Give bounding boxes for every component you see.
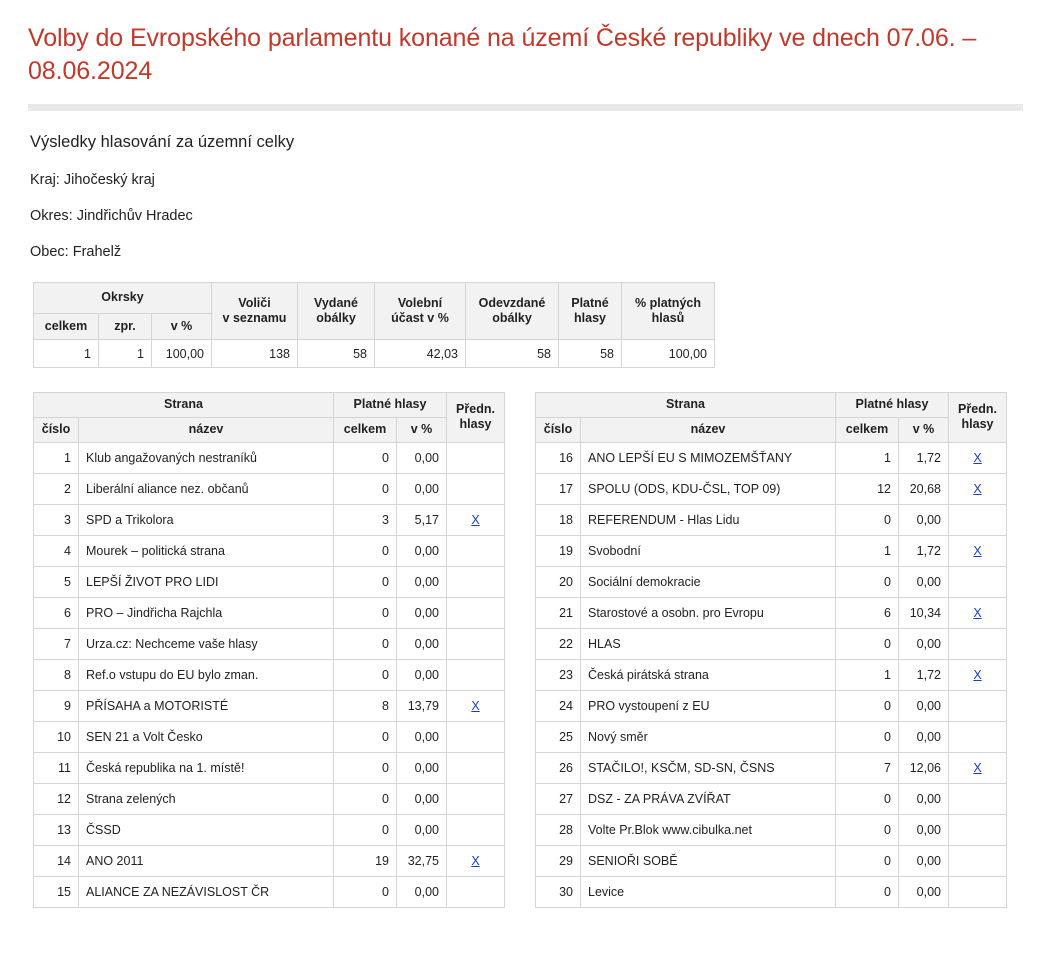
- party-votes-percent: 5,17: [397, 504, 447, 535]
- header-nazev: název: [581, 417, 836, 442]
- party-results-table-left: [33, 392, 505, 907]
- party-name: Starostové a osobn. pro Evropu: [581, 597, 836, 628]
- table-row: [34, 504, 505, 535]
- party-name: Mourek – politická strana: [79, 535, 334, 566]
- party-number: 19: [536, 535, 581, 566]
- preferential-votes-cell: [447, 721, 505, 752]
- preferential-votes-link[interactable]: X: [973, 450, 982, 465]
- preferential-votes-cell: [447, 535, 505, 566]
- party-votes-total: 0: [836, 690, 899, 721]
- party-votes-total: 0: [334, 628, 397, 659]
- preferential-votes-link[interactable]: X: [973, 760, 982, 775]
- party-votes-total: 0: [334, 597, 397, 628]
- party-name: HLAS: [581, 628, 836, 659]
- party-name: LEPŠÍ ŽIVOT PRO LIDI: [79, 566, 334, 597]
- table-row: [34, 340, 715, 368]
- party-number: 17: [536, 473, 581, 504]
- preferential-votes-cell: [447, 752, 505, 783]
- party-votes-total: 0: [836, 504, 899, 535]
- table-row: [536, 690, 1007, 721]
- preferential-votes-cell: [447, 504, 505, 535]
- preferential-votes-cell: [447, 473, 505, 504]
- preferential-votes-cell: [949, 721, 1007, 752]
- party-votes-percent: 1,72: [899, 535, 949, 566]
- party-number: 20: [536, 566, 581, 597]
- table-row: [34, 814, 505, 845]
- party-votes-total: 0: [836, 721, 899, 752]
- value-okrsky-zpr: 1: [99, 340, 152, 368]
- party-votes-percent: 20,68: [899, 473, 949, 504]
- party-votes-percent: 0,00: [397, 659, 447, 690]
- party-name: Svobodní: [581, 535, 836, 566]
- preferential-votes-cell: [949, 783, 1007, 814]
- party-name: Ref.o vstupu do EU bylo zman.: [79, 659, 334, 690]
- preferential-votes-cell: [949, 442, 1007, 473]
- party-votes-percent: 0,00: [899, 628, 949, 659]
- header-okrsky-zpr: zpr.: [99, 313, 152, 340]
- preferential-votes-link[interactable]: X: [471, 853, 480, 868]
- party-number: 21: [536, 597, 581, 628]
- table-row: [536, 442, 1007, 473]
- party-votes-total: 0: [836, 783, 899, 814]
- header-predn-line2: hlasy: [459, 417, 492, 432]
- party-number: 13: [34, 814, 79, 845]
- party-votes-percent: 0,00: [397, 566, 447, 597]
- party-name: Česká republika na 1. místě!: [79, 752, 334, 783]
- party-rows-right: [536, 442, 1007, 907]
- header-volici-line2: v seznamu: [222, 311, 287, 326]
- header-pct-platnych: [622, 283, 715, 340]
- party-number: 24: [536, 690, 581, 721]
- party-results-columns: [33, 392, 1023, 907]
- preferential-votes-cell: [949, 845, 1007, 876]
- party-name: ČSSD: [79, 814, 334, 845]
- table-row: [536, 659, 1007, 690]
- region-label: Kraj: Jihočeský kraj: [30, 172, 155, 188]
- header-strana-group: Strana: [34, 393, 334, 418]
- party-votes-percent: 0,00: [397, 473, 447, 504]
- party-votes-total: 0: [836, 876, 899, 907]
- preferential-votes-cell: [447, 690, 505, 721]
- party-number: 15: [34, 876, 79, 907]
- table-row: [34, 597, 505, 628]
- header-celkem: celkem: [334, 417, 397, 442]
- header-platne-line1: Platné: [571, 295, 609, 310]
- party-name: PRO vystoupení z EU: [581, 690, 836, 721]
- table-header-row: [536, 393, 1007, 418]
- table-row: [536, 535, 1007, 566]
- header-volebni-ucast: [375, 283, 466, 340]
- party-number: 3: [34, 504, 79, 535]
- preferential-votes-cell: [447, 628, 505, 659]
- table-row: [34, 783, 505, 814]
- preferential-votes-cell: [949, 504, 1007, 535]
- party-votes-percent: 32,75: [397, 845, 447, 876]
- header-procent: v %: [397, 417, 447, 442]
- header-odevzdane-obalky: [466, 283, 559, 340]
- party-number: 11: [34, 752, 79, 783]
- party-votes-percent: 0,00: [899, 566, 949, 597]
- preferential-votes-link[interactable]: X: [973, 481, 982, 496]
- party-votes-total: 0: [334, 566, 397, 597]
- table-subheader-row: [536, 417, 1007, 442]
- party-name: Sociální demokracie: [581, 566, 836, 597]
- party-votes-total: 0: [334, 659, 397, 690]
- preferential-votes-cell: [447, 442, 505, 473]
- table-row: [536, 473, 1007, 504]
- party-rows-left: [34, 442, 505, 907]
- value-odevzdane: 58: [466, 340, 559, 368]
- header-vydane-line2: obálky: [316, 311, 356, 326]
- header-predn-line2: hlasy: [961, 417, 994, 432]
- preferential-votes-link[interactable]: X: [471, 512, 480, 527]
- party-name: SENIOŘI SOBĚ: [581, 845, 836, 876]
- party-name: Urza.cz: Nechceme vaše hlasy: [79, 628, 334, 659]
- preferential-votes-cell: [949, 752, 1007, 783]
- party-votes-total: 0: [836, 628, 899, 659]
- value-platne: 58: [559, 340, 622, 368]
- table-row: [34, 752, 505, 783]
- header-predn-hlasy: [949, 393, 1007, 442]
- header-celkem: celkem: [836, 417, 899, 442]
- table-header-row: [34, 283, 715, 314]
- preferential-votes-cell: [447, 783, 505, 814]
- header-strana-group: Strana: [536, 393, 836, 418]
- preferential-votes-link[interactable]: X: [973, 605, 982, 620]
- party-number: 8: [34, 659, 79, 690]
- table-row: [536, 876, 1007, 907]
- party-votes-total: 0: [334, 442, 397, 473]
- preferential-votes-cell: [949, 659, 1007, 690]
- party-number: 4: [34, 535, 79, 566]
- party-number: 22: [536, 628, 581, 659]
- party-votes-total: 6: [836, 597, 899, 628]
- party-number: 6: [34, 597, 79, 628]
- party-name: PŘÍSAHA a MOTORISTÉ: [79, 690, 334, 721]
- table-row: [34, 628, 505, 659]
- header-okrsky-vpct: v %: [152, 313, 212, 340]
- party-votes-total: 0: [334, 473, 397, 504]
- party-number: 23: [536, 659, 581, 690]
- preferential-votes-cell: [949, 690, 1007, 721]
- header-platne-line2: hlasy: [574, 311, 606, 326]
- party-name: ALIANCE ZA NEZÁVISLOST ČR: [79, 876, 334, 907]
- party-votes-percent: 0,00: [899, 845, 949, 876]
- party-votes-total: 8: [334, 690, 397, 721]
- table-header-row: [34, 393, 505, 418]
- header-ucast-line2: účast v %: [391, 311, 449, 326]
- header-volici: [212, 283, 298, 340]
- preferential-votes-link[interactable]: X: [973, 543, 982, 558]
- party-name: ANO 2011: [79, 845, 334, 876]
- party-name: DSZ - ZA PRÁVA ZVÍŘAT: [581, 783, 836, 814]
- party-votes-percent: 0,00: [397, 876, 447, 907]
- party-name: Nový směr: [581, 721, 836, 752]
- party-votes-percent: 0,00: [899, 721, 949, 752]
- party-votes-percent: 13,79: [397, 690, 447, 721]
- party-votes-percent: 1,72: [899, 442, 949, 473]
- header-nazev: název: [79, 417, 334, 442]
- party-number: 26: [536, 752, 581, 783]
- table-subheader-row: [34, 417, 505, 442]
- party-number: 14: [34, 845, 79, 876]
- party-votes-total: 0: [836, 814, 899, 845]
- preferential-votes-cell: [949, 473, 1007, 504]
- table-row: [536, 504, 1007, 535]
- party-votes-percent: 10,34: [899, 597, 949, 628]
- party-number: 10: [34, 721, 79, 752]
- party-number: 5: [34, 566, 79, 597]
- header-procent: v %: [899, 417, 949, 442]
- party-votes-total: 1: [836, 442, 899, 473]
- party-name: REFERENDUM - Hlas Lidu: [581, 504, 836, 535]
- party-number: 27: [536, 783, 581, 814]
- preferential-votes-cell: [447, 597, 505, 628]
- party-name: PRO – Jindřicha Rajchla: [79, 597, 334, 628]
- table-row: [34, 721, 505, 752]
- value-vydane: 58: [298, 340, 375, 368]
- header-platne-hlasy-group: Platné hlasy: [836, 393, 949, 418]
- party-votes-total: 0: [334, 814, 397, 845]
- preferential-votes-cell: [447, 845, 505, 876]
- party-number: 7: [34, 628, 79, 659]
- party-votes-percent: 12,06: [899, 752, 949, 783]
- header-volici-line1: Voliči: [238, 295, 271, 310]
- table-row: [34, 845, 505, 876]
- party-votes-total: 0: [334, 535, 397, 566]
- header-vydane-obalky: [298, 283, 375, 340]
- party-name: Levice: [581, 876, 836, 907]
- table-row: [536, 783, 1007, 814]
- table-row: [34, 690, 505, 721]
- table-row: [536, 845, 1007, 876]
- preferential-votes-cell: [949, 814, 1007, 845]
- header-okrsky-group: Okrsky: [34, 283, 212, 314]
- party-number: 16: [536, 442, 581, 473]
- party-votes-percent: 0,00: [397, 783, 447, 814]
- party-number: 12: [34, 783, 79, 814]
- table-row: [536, 752, 1007, 783]
- value-pctplatnych: 100,00: [622, 340, 715, 368]
- party-results-table-right: [535, 392, 1007, 907]
- turnout-summary-table: [33, 282, 715, 368]
- table-row: [536, 566, 1007, 597]
- value-okrsky-vpct: 100,00: [152, 340, 212, 368]
- party-votes-total: 0: [334, 783, 397, 814]
- header-vydane-line1: Vydané: [313, 295, 358, 310]
- party-name: SEN 21 a Volt Česko: [79, 721, 334, 752]
- party-name: SPOLU (ODS, KDU-ČSL, TOP 09): [581, 473, 836, 504]
- header-platne-hlasy: [559, 283, 622, 340]
- party-votes-total: 0: [836, 566, 899, 597]
- party-votes-percent: 0,00: [899, 783, 949, 814]
- party-name: SPD a Trikolora: [79, 504, 334, 535]
- header-pctplatnych-line2: hlasů: [651, 311, 685, 326]
- party-votes-percent: 0,00: [397, 535, 447, 566]
- party-votes-total: 19: [334, 845, 397, 876]
- party-votes-percent: 0,00: [397, 597, 447, 628]
- party-number: 2: [34, 473, 79, 504]
- party-votes-total: 1: [836, 659, 899, 690]
- party-name: Klub angažovaných nestraníků: [79, 442, 334, 473]
- table-row: [34, 659, 505, 690]
- header-ucast-line1: Volební: [397, 295, 443, 310]
- party-votes-percent: 0,00: [899, 814, 949, 845]
- party-name: ANO LEPŠÍ EU S MIMOZEMŠŤANY: [581, 442, 836, 473]
- table-row: [536, 721, 1007, 752]
- table-row: [34, 876, 505, 907]
- header-predn-line1: Předn.: [958, 402, 997, 417]
- party-votes-total: 0: [334, 876, 397, 907]
- section-heading: Výsledky hlasování za územní celky: [30, 133, 295, 151]
- party-number: 30: [536, 876, 581, 907]
- table-row: [34, 566, 505, 597]
- header-okrsky-celkem: celkem: [34, 313, 99, 340]
- preferential-votes-cell: [949, 535, 1007, 566]
- table-row: [34, 535, 505, 566]
- party-votes-percent: 1,72: [899, 659, 949, 690]
- district-label: Okres: Jindřichův Hradec: [30, 208, 193, 224]
- party-votes-percent: 0,00: [899, 690, 949, 721]
- preferential-votes-cell: [949, 628, 1007, 659]
- party-votes-percent: 0,00: [899, 504, 949, 535]
- preferential-votes-link[interactable]: X: [471, 698, 480, 713]
- header-cislo: číslo: [34, 417, 79, 442]
- preferential-votes-cell: [447, 876, 505, 907]
- header-odevzdane-line1: Odevzdané: [478, 295, 546, 310]
- preferential-votes-cell: [447, 814, 505, 845]
- party-votes-percent: 0,00: [899, 876, 949, 907]
- preferential-votes-cell: [447, 659, 505, 690]
- header-odevzdane-line2: obálky: [492, 311, 532, 326]
- table-row: [536, 597, 1007, 628]
- party-votes-total: 3: [334, 504, 397, 535]
- party-votes-total: 0: [334, 752, 397, 783]
- header-cislo: číslo: [536, 417, 581, 442]
- preferential-votes-cell: [949, 876, 1007, 907]
- table-row: [34, 473, 505, 504]
- party-number: 25: [536, 721, 581, 752]
- party-number: 29: [536, 845, 581, 876]
- party-votes-percent: 0,00: [397, 442, 447, 473]
- party-number: 1: [34, 442, 79, 473]
- preferential-votes-link[interactable]: X: [973, 667, 982, 682]
- page-title: Volby do Evropského parlamentu konané na území České republiky ve dnech 07.06. – 08.06.2024: [28, 24, 977, 85]
- preferential-votes-cell: [949, 597, 1007, 628]
- preferential-votes-cell: [949, 566, 1007, 597]
- header-predn-hlasy: [447, 393, 505, 442]
- party-name: Česká pirátská strana: [581, 659, 836, 690]
- party-name: STAČILO!, KSČM, SD-SN, ČSNS: [581, 752, 836, 783]
- party-number: 28: [536, 814, 581, 845]
- party-votes-percent: 0,00: [397, 628, 447, 659]
- party-votes-percent: 0,00: [397, 752, 447, 783]
- party-votes-total: 1: [836, 535, 899, 566]
- table-row: [34, 442, 505, 473]
- party-name: Liberální aliance nez. občanů: [79, 473, 334, 504]
- value-volici: 138: [212, 340, 298, 368]
- header-predn-line1: Předn.: [456, 402, 495, 417]
- table-row: [536, 814, 1007, 845]
- party-name: Volte Pr.Blok www.cibulka.net: [581, 814, 836, 845]
- party-name: Strana zelených: [79, 783, 334, 814]
- party-votes-total: 12: [836, 473, 899, 504]
- value-okrsky-celkem: 1: [34, 340, 99, 368]
- party-votes-total: 0: [836, 845, 899, 876]
- header-platne-hlasy-group: Platné hlasy: [334, 393, 447, 418]
- party-number: 18: [536, 504, 581, 535]
- preferential-votes-cell: [447, 566, 505, 597]
- party-votes-total: 7: [836, 752, 899, 783]
- municipality-label: Obec: Frahelž: [30, 244, 122, 260]
- table-row: [536, 628, 1007, 659]
- party-votes-percent: 0,00: [397, 814, 447, 845]
- value-ucast: 42,03: [375, 340, 466, 368]
- header-pctplatnych-line1: % platných: [635, 295, 701, 310]
- party-votes-total: 0: [334, 721, 397, 752]
- summary-table-container: [33, 282, 1023, 368]
- party-votes-percent: 0,00: [397, 721, 447, 752]
- party-number: 9: [34, 690, 79, 721]
- header-divider: [28, 104, 1023, 111]
